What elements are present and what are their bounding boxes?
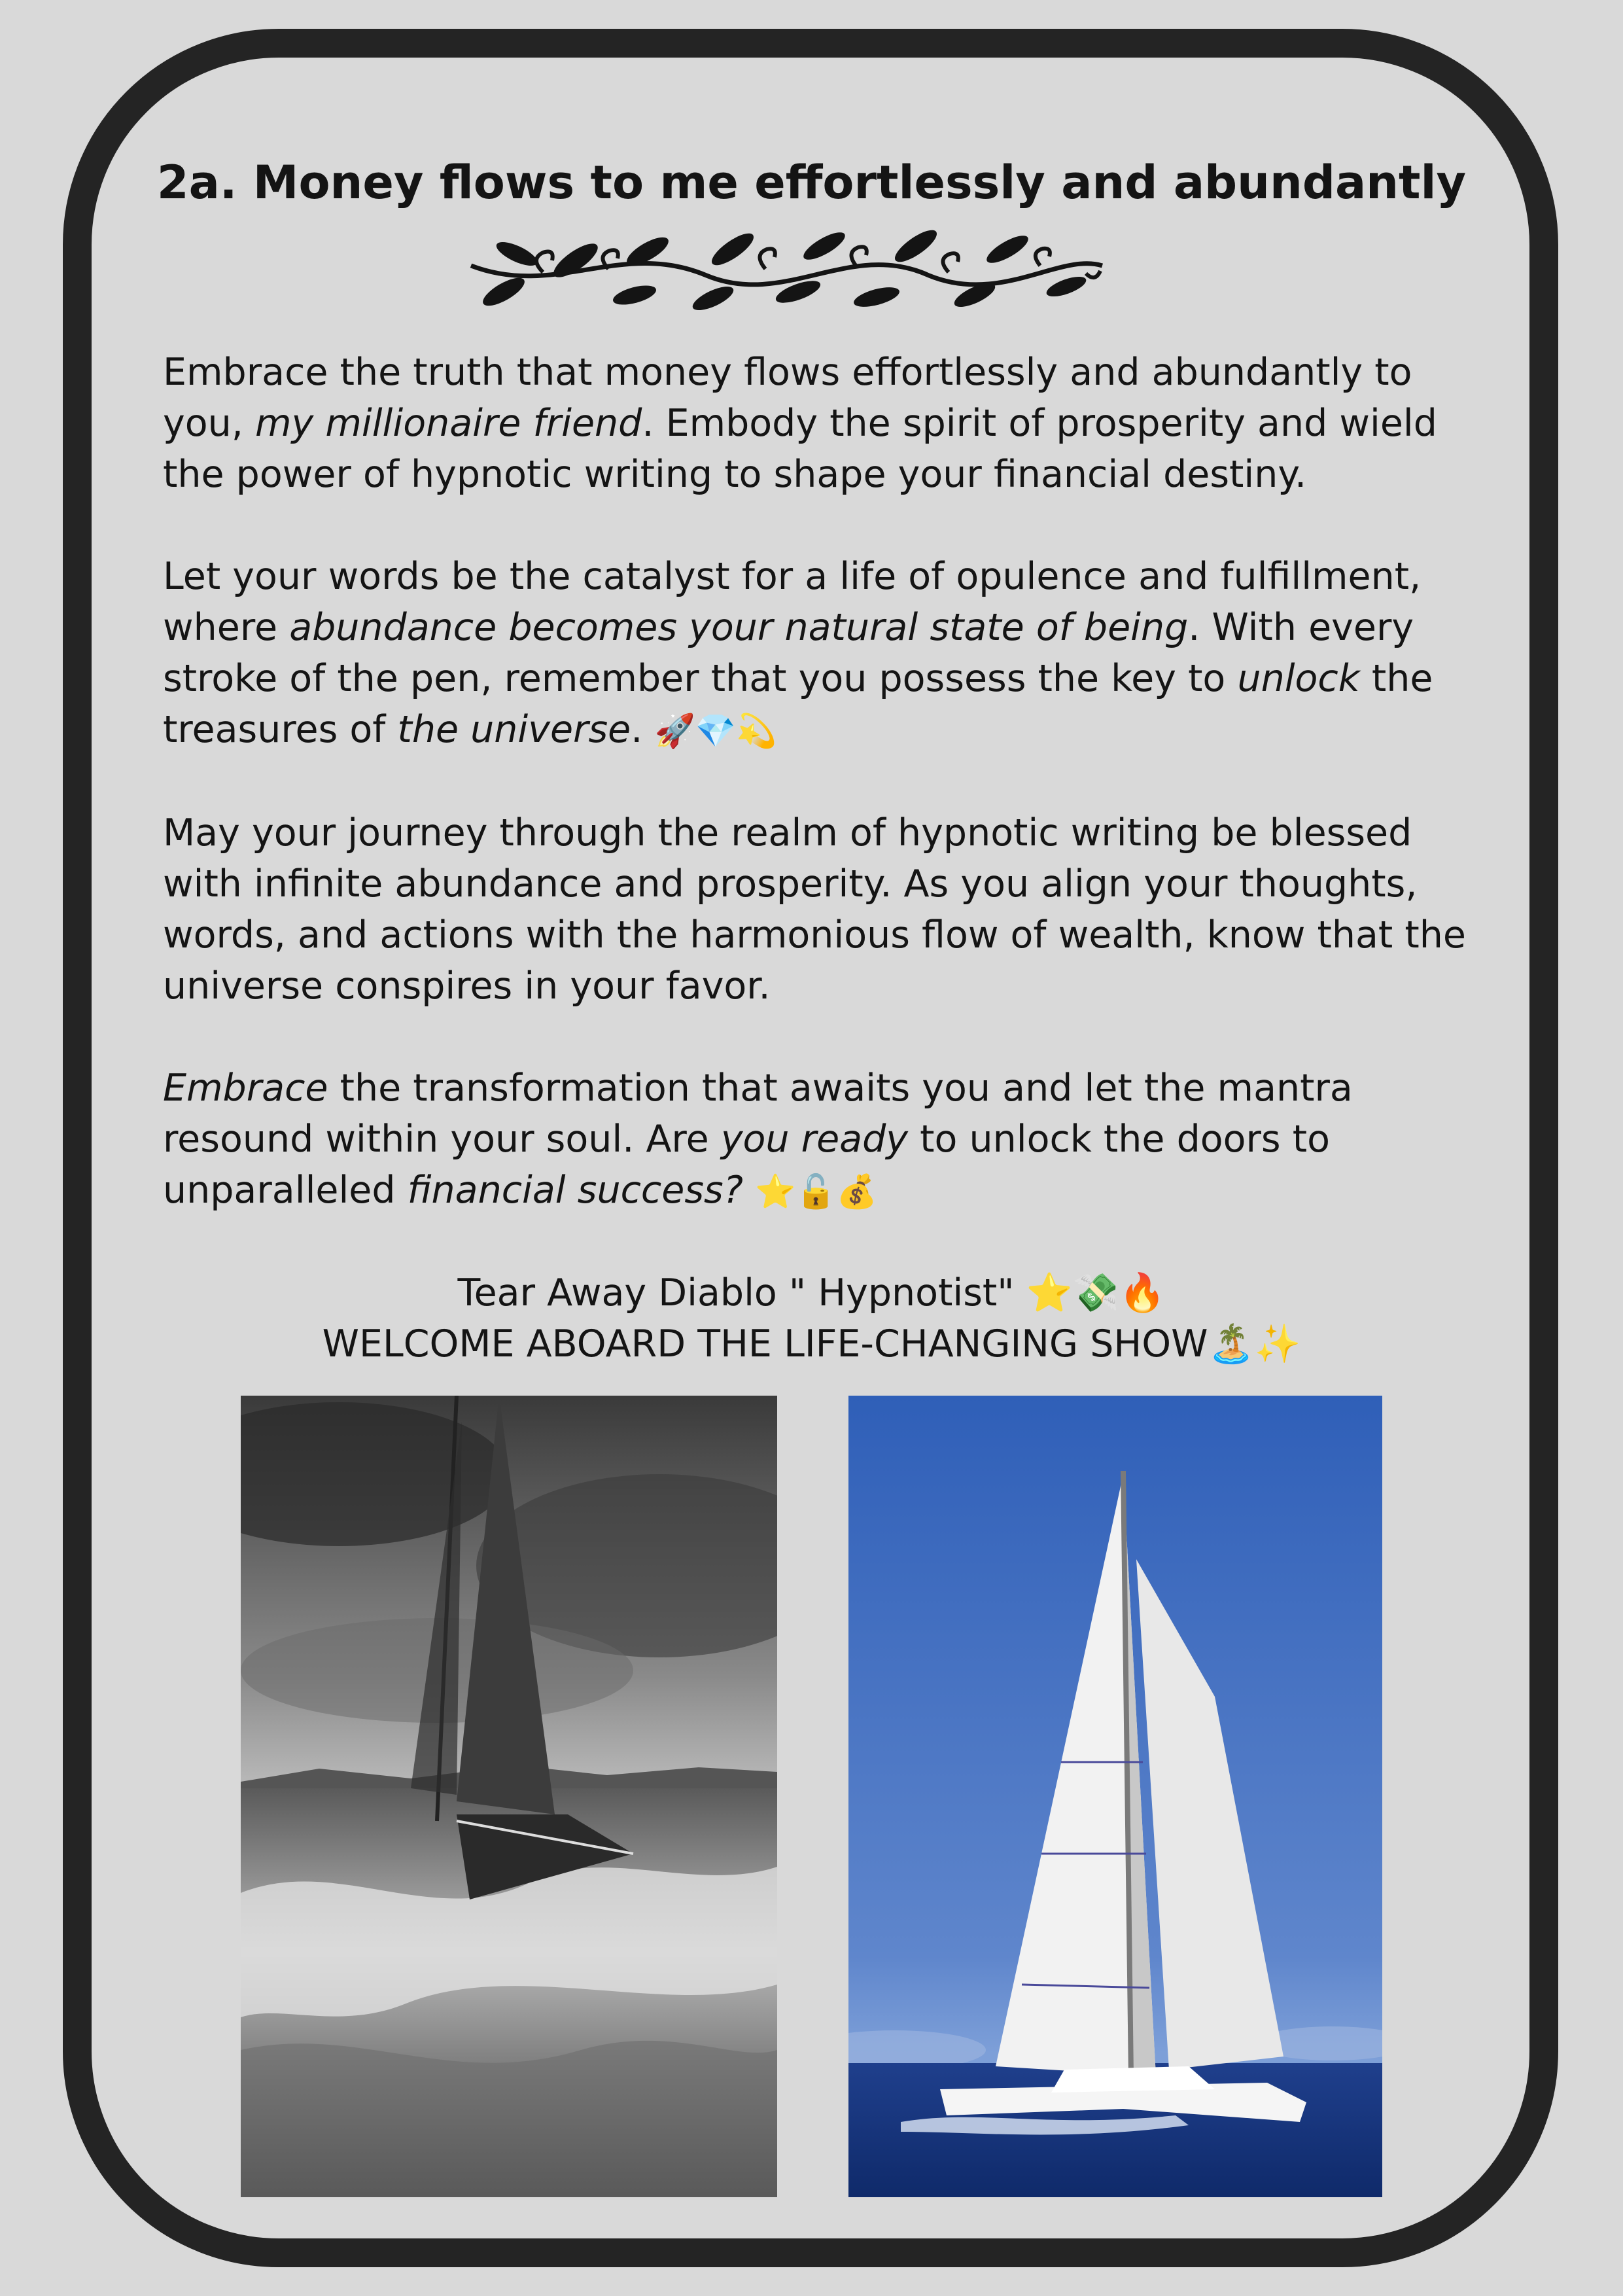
italic-text: abundance becomes your natural state of being (289, 606, 1189, 649)
paragraph-3 (163, 807, 1471, 1012)
stormy-sailboat-photo (241, 1396, 777, 2197)
text-run: . (631, 708, 655, 751)
text-run: to unlock the doors to unparalleled (163, 1118, 1330, 1212)
italic-text: you ready (720, 1118, 909, 1161)
italic-text: the universe (397, 708, 631, 751)
text-run (743, 1169, 755, 1212)
catamaran-photo (848, 1396, 1382, 2197)
italic-text: Embrace (163, 1067, 328, 1110)
text-run: the transformation that awaits you and let the mantra resound within your soul. Are (163, 1067, 1353, 1161)
italic-text: my millionaire friend (254, 402, 642, 445)
text-run: Embrace the truth that money flows effortlessly and abundantly to you, (163, 351, 1412, 445)
paragraph-2 (163, 551, 1471, 756)
emoji-group: ⭐🔓💰 (755, 1173, 877, 1210)
paragraph-4 (163, 1063, 1471, 1217)
page-title: 2a. Money flows to me effortlessly and abundantly (156, 155, 1467, 209)
tagline (0, 1267, 1623, 1369)
text-run: . With every stroke of the pen, remember that you possess the key to (163, 606, 1414, 700)
text-run: . Embody the spirit of prosperity and wield the power of hypnotic writing to shape your financial destiny. (163, 402, 1437, 496)
tagline-line-2: WELCOME ABOARD THE LIFE-CHANGING SHOW🏝️✨ (322, 1322, 1301, 1366)
italic-text: unlock (1237, 657, 1360, 700)
paragraph-1 (163, 347, 1471, 500)
text-run: May your journey through the realm of hypnotic writing be blessed with infinite abundance and prosperity. As you align your thoughts, words, and actions with the harmonious flow of wealth, know that the universe conspires in your favor. (163, 811, 1466, 1008)
body-text (163, 347, 1471, 1268)
emoji-group: 🚀💎💫 (654, 712, 777, 750)
text-run: Let your words be the catalyst for a life of opulence and fulfillment, where (163, 555, 1422, 649)
text-run: the treasures of (163, 657, 1433, 751)
tagline-line-1: Tear Away Diablo " Hypnotist" ⭐💸🔥 (457, 1271, 1166, 1315)
italic-text: financial success? (407, 1169, 743, 1212)
leaf-vine-divider (458, 226, 1112, 311)
